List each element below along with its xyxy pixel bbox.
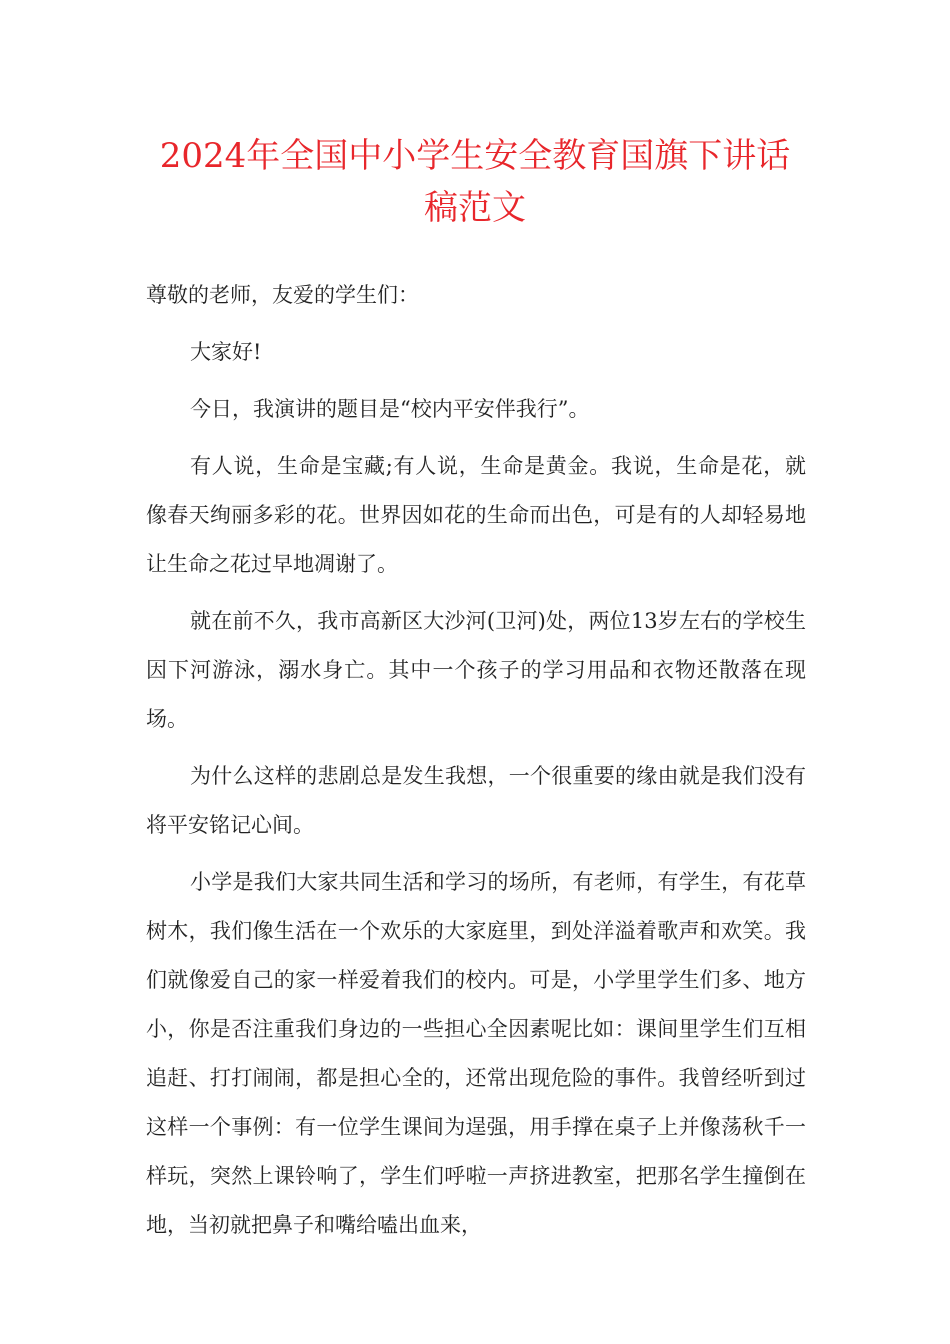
title-line-2: 稿范文: [424, 188, 526, 228]
paragraph-school-safety: 小学是我们大家共同生活和学习的场所，有老师，有学生，有花草树木，我们像生活在一个欢乐的大家庭里，到处洋溢着歌声和欢笑。我们就像爱自己的家一样爱着我们的校内。可是，小学里学生们多、地方小，你是否注重我们身边的一些担心全因素呢比如：课间里学生们互相追赶、打打闹闹，都是担心全的，还常出现危险的事件。我曾经听到过这样一个事例：有一位学生课间为逞强，用手撑在桌子上并像荡秋千一样玩，突然上课铃响了，学生们呼啦一声挤进教室，把那名学生撞倒在地，当初就把鼻子和嘴给嗑出血来，: [146, 870, 806, 1237]
paragraph-topic: 今日，我演讲的题目是“校内平安伴我行”。: [190, 397, 590, 421]
paragraph-drowning-incident: 就在前不久，我市高新区大沙河(卫河)处，两位13岁左右的学校生因下河游泳，溺水身亡。其中一个孩子的学习用品和衣物还散落在现场。: [146, 609, 806, 731]
title-line-1: 2024年全国中小学生安全教育国旗下讲话: [159, 136, 791, 176]
salutation: 尊敬的老师，友爱的学生们：: [146, 283, 419, 307]
paragraph-life-flower: 有人说，生命是宝藏;有人说，生命是黄金。我说，生命是花，就像春天绚丽多彩的花。世界因如花的生命而出色，可是有的人却轻易地让生命之花过早地凋谢了。: [146, 454, 806, 576]
document-body: [146, 271, 806, 1250]
document-title: [120, 130, 830, 234]
paragraph-greeting: 大家好!: [190, 340, 262, 364]
paragraph-reason: 为什么这样的悲剧总是发生我想，一个很重要的缘由就是我们没有将平安铭记心间。: [146, 764, 806, 837]
